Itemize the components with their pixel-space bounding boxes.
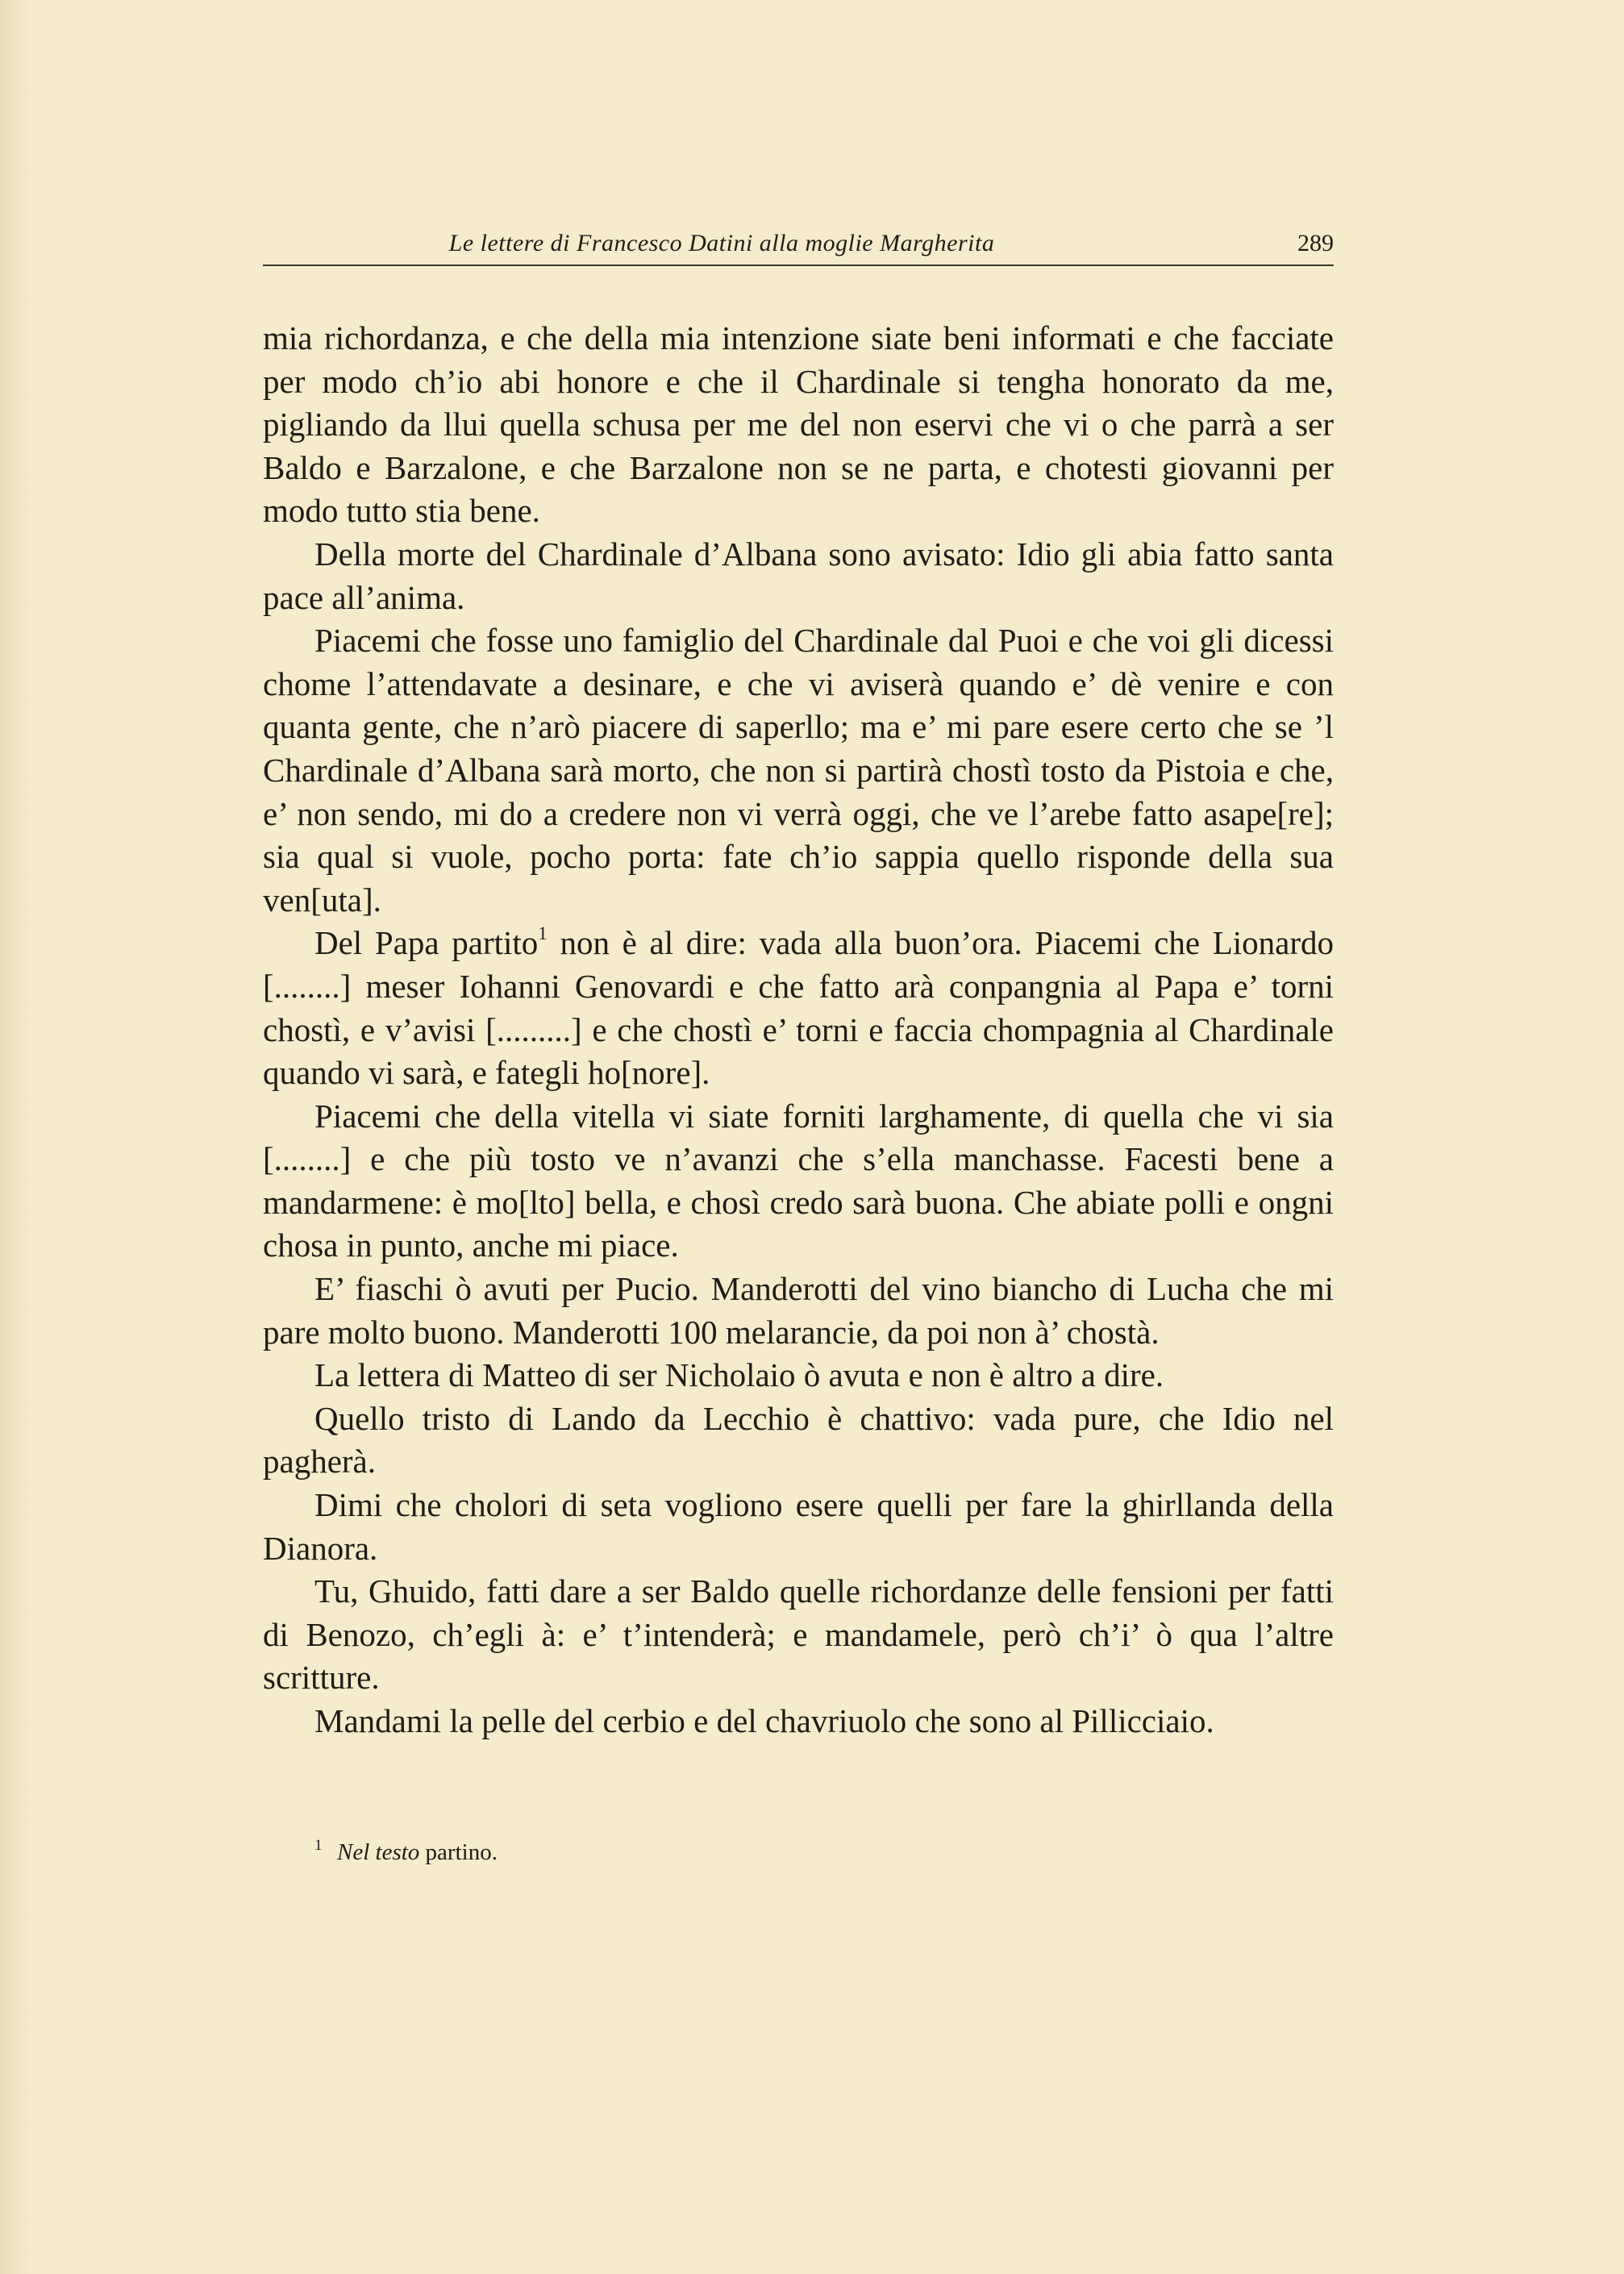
paragraph-3: Piacemi che fosse uno famiglio del Chardinale dal Puoi e che voi gli dicessi chome l’attendavate a desinare, e che vi aviserà quando e’ dè venire e con quanta gente, che n’arò piacere di saperllo; ma e’ mi pare esere certo che se ’l Chardinale d’Albana sarà morto, che non si partirà chostì tosto da Pistoia e che, e’ non sendo, mi do a credere non vi verrà oggi, che ve l’arebe fatto asape[re]; sia qual si vuole, pocho porta: fate ch’io sappia quello risponde della sua ven[uta]. xyxy=(263,622,1334,918)
footnote-reference-1: 1 xyxy=(538,923,548,944)
main-text xyxy=(263,317,1334,1743)
page-number: 289 xyxy=(1297,230,1334,256)
paragraph-4-text-before: Del Papa partito xyxy=(314,924,539,962)
page-edge-shadow xyxy=(0,0,32,2274)
paragraph-5: Piacemi che della vitella vi siate forniti larghamente, di quella che vi sia [........] e che più tosto ve n’avanzi che s’ella manchasse. Facesti bene a mandarmene: è mo[lto] bella, e chosì credo sarà buona. Che abiate polli e ongni chosa in punto, anche mi piace. xyxy=(263,1097,1334,1264)
footnote-1 xyxy=(263,1836,1334,1868)
paragraph-4 xyxy=(263,922,1334,1094)
running-title: Le lettere di Francesco Datini alla moglie Margherita xyxy=(448,230,995,256)
paragraph-8: Quello tristo di Lando da Lecchio è chattivo: vada pure, che Idio nel pagherà. xyxy=(263,1399,1334,1481)
paragraph-11: Mandami la pelle del cerbio e del chavriuolo che sono al Pillicciaio. xyxy=(314,1702,1214,1739)
footnote-1-text: partino. xyxy=(419,1839,498,1865)
footnote-1-number: 1 xyxy=(314,1837,323,1854)
paragraph-10: Tu, Ghuido, fatti dare a ser Baldo quelle richordanze delle fensioni per fatti di Benozo, ch’egli à: e’ t’intenderà; e mandamele, però ch’i’ ò qua l’altre scritture. xyxy=(263,1572,1334,1697)
paragraph-2: Della morte del Chardinale d’Albana sono avisato: Idio gli abia fatto santa pace all’anima. xyxy=(263,535,1334,616)
paragraph-4-text-after: non è al dire: vada alla buon’ora. Piacemi che Lionardo [........] meser Iohanni Genovardi e che fatto arà conpangnia al Papa e’ torni chostì, e v’avisi [.........] e che chostì e’ torni e faccia chompagnia al Chardinale quando vi sarà, e fategli ho[nore]. xyxy=(263,924,1335,1092)
footnote-1-body xyxy=(337,1839,498,1865)
paragraph-1: mia richordanza, e che della mia intenzione siate beni informati e che facciate per modo ch’io abi honore e che il Chardinale si tengha honorato da me, pigliando da llui quella schusa per me del non eservi che vi o che parrà a ser Baldo e Barzalone, e che Barzalone non se ne parta, e chotesti giovanni per modo tutto stia bene. xyxy=(263,319,1334,530)
paragraph-7: La lettera di Matteo di ser Nicholaio ò avuta e non è altro a dire. xyxy=(314,1356,1164,1394)
running-header xyxy=(263,223,1334,266)
footnotes xyxy=(263,1836,1334,1868)
footnote-1-italic: Nel testo xyxy=(337,1839,420,1865)
paragraph-9: Dimi che cholori di seta vogliono esere quelli per fare la ghirllanda della Dianora. xyxy=(263,1486,1334,1567)
paragraph-6: E’ fiaschi ò avuti per Pucio. Manderotti del vino biancho di Lucha che mi pare molto buono. Manderotti 100 melarancie, da poi non à’ chostà. xyxy=(263,1270,1334,1351)
